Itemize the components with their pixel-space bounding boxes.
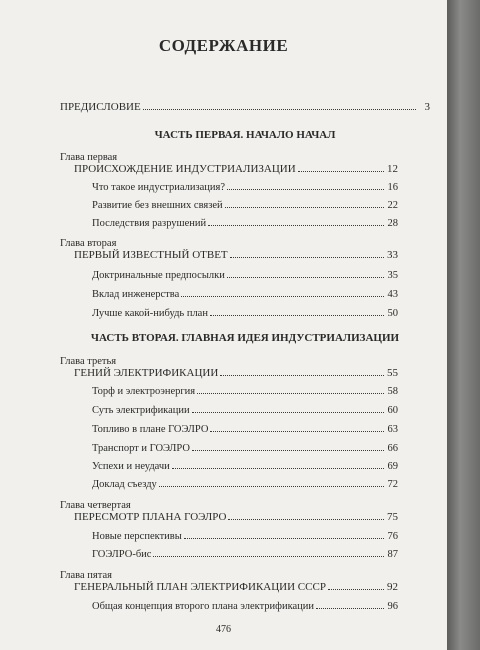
chapter-label: Глава пятая — [60, 570, 112, 581]
entry-title: Топливо в плане ГОЭЛРО — [92, 424, 209, 435]
chapter-label: Глава четвертая — [60, 500, 131, 511]
dot-leader — [143, 109, 416, 110]
entry-title: ГЕНЕРАЛЬНЫЙ ПЛАН ЭЛЕКТРИФИКАЦИИ СССР — [74, 581, 326, 593]
entry-page: 69 — [387, 461, 398, 472]
dot-leader — [210, 315, 384, 316]
book-page-edge — [447, 0, 480, 650]
entry-title: ГЕНИЙ ЭЛЕКТРИФИКАЦИИ — [74, 367, 219, 379]
dot-leader — [192, 450, 384, 451]
entry-title: Вклад инженерства — [92, 289, 180, 300]
entry-title: Общая концепция второго плана электрификации — [92, 601, 315, 612]
toc-entry-section — [92, 218, 398, 229]
entry-page: 58 — [387, 386, 398, 397]
entry-page: 3 — [424, 101, 430, 113]
toc-entry-section — [92, 531, 398, 542]
entry-title: Транспорт и ГОЭЛРО — [92, 443, 190, 454]
toc-entry-section — [92, 479, 398, 490]
chapter-label: Глава вторая — [60, 238, 117, 249]
toc-entry-chapter — [74, 511, 398, 523]
entry-title: ПЕРВЫЙ ИЗВЕСТНЫЙ ОТВЕТ — [74, 249, 228, 261]
toc-entry-section — [92, 386, 398, 397]
entry-title: Суть электрификации — [92, 405, 190, 416]
dot-leader — [153, 556, 384, 557]
dot-leader — [184, 538, 384, 539]
dot-leader — [227, 277, 384, 278]
toc-entry-chapter — [74, 163, 398, 175]
chapter-label: Глава третья — [60, 356, 117, 367]
dot-leader — [230, 257, 384, 258]
part-title: ЧАСТЬ ВТОРАЯ. ГЛАВНАЯ ИДЕЯ ИНДУСТРИАЛИЗАЦИИ — [90, 332, 400, 344]
dot-leader — [316, 608, 384, 609]
dot-leader — [298, 171, 384, 172]
entry-title: Доклад съезду — [92, 479, 157, 490]
entry-title: ПЕРЕСМОТР ПЛАНА ГОЭЛРО — [74, 511, 227, 523]
entry-title: ПРОИСХОЖДЕНИЕ ИНДУСТРИАЛИЗАЦИИ — [74, 163, 296, 175]
part-title: ЧАСТЬ ПЕРВАЯ. НАЧАЛО НАЧАЛ — [154, 129, 336, 141]
entry-page: 75 — [387, 511, 398, 523]
page-number: 476 — [216, 624, 231, 635]
entry-page: 72 — [387, 479, 398, 490]
entry-page: 16 — [387, 182, 398, 193]
entry-page: 28 — [387, 218, 398, 229]
toc-entry-section — [92, 270, 398, 281]
entry-title: ПРЕДИСЛОВИЕ — [60, 101, 141, 113]
dot-leader — [208, 225, 384, 226]
toc-entry-section — [92, 182, 398, 193]
entry-title: Новые перспективы — [92, 531, 182, 542]
entry-page: 55 — [387, 367, 398, 379]
toc-entry-section — [92, 461, 398, 472]
dot-leader — [220, 375, 384, 376]
entry-page: 87 — [387, 549, 398, 560]
entry-page: 43 — [387, 289, 398, 300]
entry-title: Последствия разрушений — [92, 218, 207, 229]
toc-entry-section — [92, 200, 398, 211]
entry-page: 35 — [387, 270, 398, 281]
entry-page: 60 — [387, 405, 398, 416]
toc-entry-preface — [60, 101, 430, 113]
entry-page: 76 — [387, 531, 398, 542]
toc-entry-chapter — [74, 249, 398, 261]
toc-entry-chapter — [74, 581, 398, 593]
toc-entry-chapter — [74, 367, 398, 379]
dot-leader — [192, 412, 384, 413]
entry-title: ГОЭЛРО-бис — [92, 549, 152, 560]
dot-leader — [228, 519, 384, 520]
dot-leader — [159, 486, 384, 487]
dot-leader — [227, 189, 384, 190]
entry-page: 12 — [387, 163, 398, 175]
chapter-label: Глава первая — [60, 152, 118, 163]
entry-page: 50 — [387, 308, 398, 319]
toc-entry-section — [92, 601, 398, 612]
entry-title: Доктринальные предпосылки — [92, 270, 225, 281]
entry-title: Развитие без внешних связей — [92, 200, 223, 211]
toc-entry-section — [92, 289, 398, 300]
toc-entry-section — [92, 405, 398, 416]
entry-title: Лучше какой-нибудь план — [92, 308, 208, 319]
toc-entry-section — [92, 424, 398, 435]
page-title: СОДЕРЖАНИЕ — [158, 36, 289, 55]
dot-leader — [181, 296, 384, 297]
dot-leader — [197, 393, 384, 394]
entry-title: Торф и электроэнергия — [92, 386, 196, 397]
dot-leader — [172, 468, 384, 469]
toc-entry-section — [92, 443, 398, 454]
entry-page: 63 — [387, 424, 398, 435]
dot-leader — [328, 589, 384, 590]
toc-entry-section — [92, 308, 398, 319]
dot-leader — [210, 431, 384, 432]
dot-leader — [225, 207, 384, 208]
entry-page: 22 — [387, 200, 398, 211]
entry-title: Что такое индустриализация? — [92, 182, 225, 193]
entry-page: 92 — [387, 581, 398, 593]
entry-title: Успехи и неудачи — [92, 461, 170, 472]
entry-page: 66 — [387, 443, 398, 454]
entry-page: 33 — [387, 249, 398, 261]
toc-entry-section — [92, 549, 398, 560]
entry-page: 96 — [387, 601, 398, 612]
